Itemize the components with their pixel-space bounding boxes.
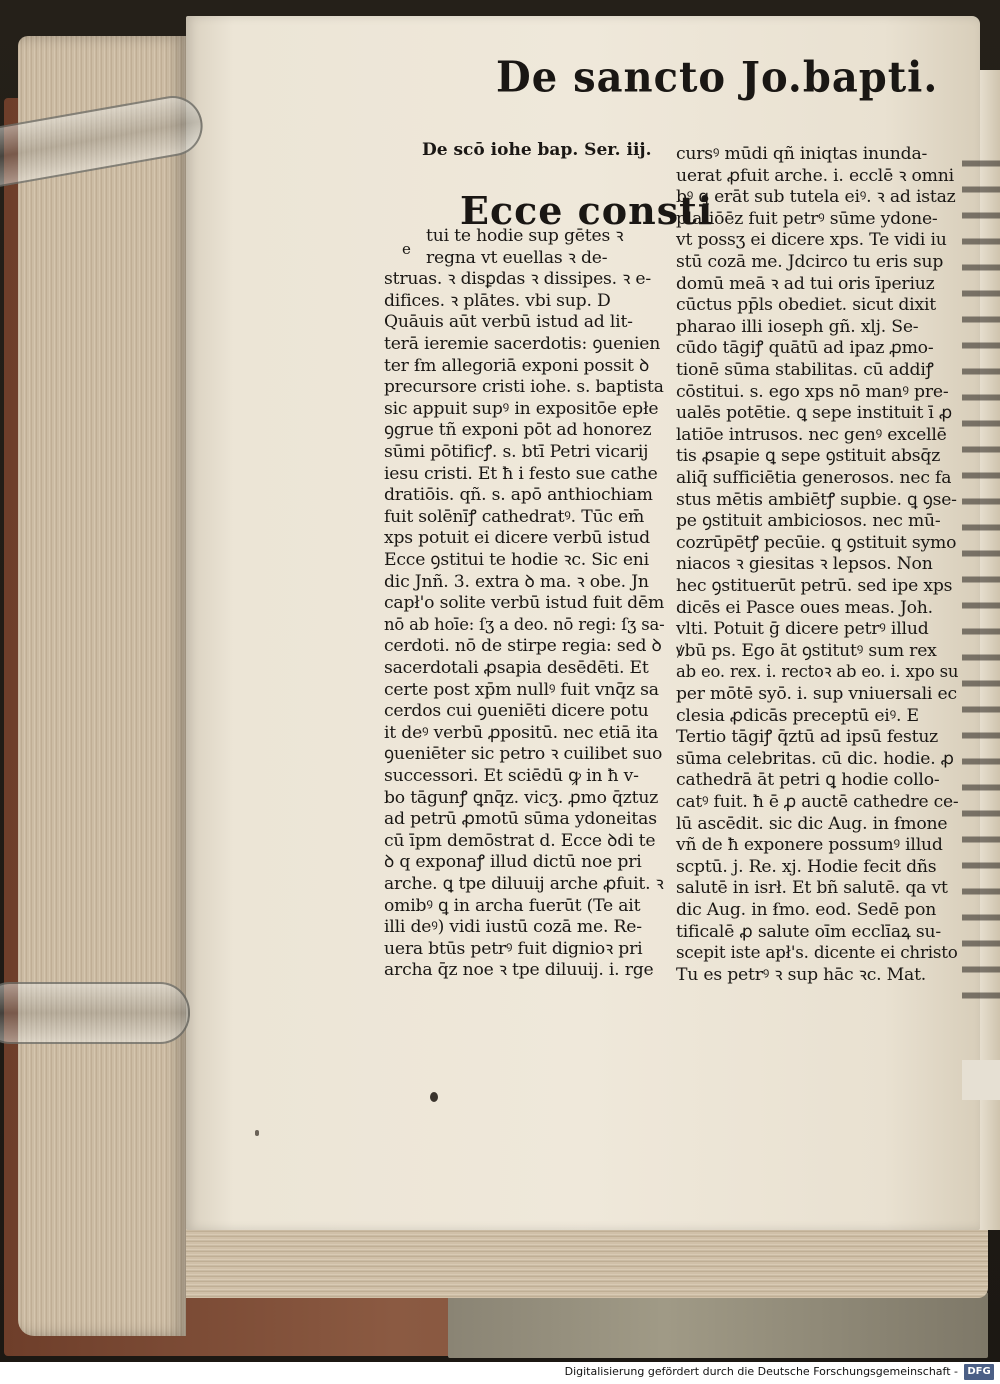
text-line: sic appuit supꝰ in expositōe epłe xyxy=(384,398,659,419)
text-line: pharao illi ioseph gñ. xlj. Se- xyxy=(676,316,919,337)
incipit-title: Ecce consti xyxy=(460,188,714,233)
text-line: aliq̄ sufficiētia generosos. nec fa xyxy=(676,468,952,488)
text-line: per mōtē syō. i. sup vniuersali ec xyxy=(676,684,957,704)
text-line: terā ieremie sacerdotis: ꝯuenien xyxy=(384,334,661,354)
text-line: dic Aug. in ẜmo. eod. Sedē pon xyxy=(676,900,937,920)
text-line: fuit solēnīꝭ cathedratꝰ. Tūc em̄ xyxy=(384,506,645,527)
text-line: xps potuit ei dicere verbū istud xyxy=(384,528,650,549)
text-line: ꝯgrue tñ exponi pōt ad honorez xyxy=(384,420,652,441)
text-line: Quāuis aūt verbū istud ad lit- xyxy=(384,312,633,333)
text-line: pe ꝯstituit ambiciosos. nec mū- xyxy=(676,511,941,532)
text-line: salutē in isrł. Et bñ salutē. qa vt xyxy=(676,878,948,899)
text-line: scepit iste apł's. dicente ei christo xyxy=(676,943,958,964)
text-line: cūdo tāgiꝭ quātū ad ipaz ꝓmo- xyxy=(676,338,934,359)
text-line: difices. ꝛ plātes. vbi sup. D xyxy=(384,290,611,311)
text-line: cursꝰ mūdi qñ iniqtas inunda- xyxy=(676,144,928,164)
footer-bar xyxy=(0,1362,1000,1384)
text-line: bo tāgunꝭ ꝗnq̄z. vicʒ. ꝓmo q̄ztuz xyxy=(384,787,659,808)
text-line: ualēs potētie. ꝗ sepe instituit ī ꝓ xyxy=(676,403,953,424)
text-line: nō ab hoīe: ſʒ a deo. nō regi: ſʒ sa- xyxy=(384,614,665,635)
text-line: cūctus pp̄ls obediet. sicut dixit xyxy=(676,295,936,316)
text-line: cōstitui. s. ego xps nō manꝰ pre- xyxy=(676,381,949,402)
text-line: dic Jnñ. 3. extra ꝺ ma. ꝛ obe. Jn xyxy=(384,571,649,592)
cover-edge-strip xyxy=(448,1292,988,1358)
text-line: tui te hodie sup gētes ꝛ xyxy=(426,226,624,246)
text-line: uerat ꝓfuit arche. i. ecclē ꝛ omni xyxy=(676,165,954,186)
text-line: uera btūs petrꝰ fuit dignioꝛ pri xyxy=(384,938,643,959)
text-line: platiōēz fuit petrꝰ sūme ydone- xyxy=(676,208,938,229)
text-line: tis ꝓsapie ꝗ sepe ꝯstituit absq̄z xyxy=(676,446,941,467)
text-line: capł'o solite verbū istud fuit dēm xyxy=(384,593,665,614)
text-line: ꝟbū ps. Ego āt ꝯstitutꝰ sum rex xyxy=(676,640,937,661)
text-line: Tertio tāgiꝭ q̄ztū ad ipsū festuz xyxy=(676,727,939,748)
text-line: cathedrā āt petri ꝗ hodie collo- xyxy=(676,770,940,791)
text-line: stus mētis ambiētꝭ supbie. ꝗ ꝯse- xyxy=(676,489,957,510)
text-line: vlti. Potuit ḡ dicere petrꝰ illud xyxy=(676,619,929,640)
text-line: Tu es petrꝰ ꝛ sup hāc ꝛc. Mat. xyxy=(676,964,927,985)
text-line: clesia ꝓdicās preceptū eiꝰ. E xyxy=(676,705,919,726)
text-line: tificalē ꝓ salute oīm ecclīaꝝ su- xyxy=(676,921,941,942)
text-line: iesu cristi. Et ħ i festo sue cathe xyxy=(384,463,658,484)
text-line: tionē sūma stabilitas. cū addiꝭ xyxy=(676,360,934,380)
text-line: sūmi pōtificꝭ. s. btī Petri vicarij xyxy=(384,442,649,462)
running-head: De sancto Jo.bapti. xyxy=(496,52,939,103)
text-line: hec ꝯstituerūt petrū. sed ipe xps xyxy=(676,576,953,596)
text-line: dicēs ei Pasce oues meas. Joh. xyxy=(676,597,933,618)
text-line: niacos ꝛ giesitas ꝛ lepsos. Non xyxy=(676,554,933,575)
text-line: archa q̄z noe ꝛ tpe diluuij. i. rge xyxy=(384,960,654,981)
text-line: latiōe intrusos. nec genꝰ excellē xyxy=(676,424,947,445)
page-speck xyxy=(255,1130,259,1136)
funding-credit: Digitalisierung gefördert durch die Deutsche Forschungsgemeinschaft - xyxy=(564,1365,958,1378)
facing-page-text-bleed xyxy=(962,150,1000,1010)
text-line: stū cozā me. Jdcirco tu eris sup xyxy=(676,252,944,272)
text-line: regna vt euellas ꝛ de- xyxy=(426,247,608,268)
text-line: sūma celebritas. cū dic. hodie. ꝓ xyxy=(676,748,954,769)
text-line: scptū. j. Re. xj. Hodie fecit dñs xyxy=(676,856,937,877)
text-line: arche. ꝗ tpe diluuij arche ꝓfuit. ꝛ xyxy=(384,874,664,894)
text-line: ab eo. rex. i. rectoꝛ ab eo. i. xpo su xyxy=(676,662,959,683)
text-line: illi deꝰ) vidi iustū cozā me. Re- xyxy=(384,917,642,938)
text-line: bꝰ ꝗ erāt sub tutela eiꝰ. ꝛ ad istaz xyxy=(676,187,956,208)
text-line: ꝯueniēter sic petro ꝛ cuilibet suo xyxy=(384,744,663,765)
text-line: Ecce ꝯstitui te hodie ꝛc. Sic eni xyxy=(384,550,649,570)
text-line: omibꝰ ꝗ in archa fuerūt (Te ait xyxy=(384,895,641,916)
text-line: ꝺ q exponaꝭ illud dictū noe pri xyxy=(384,852,642,873)
glass-weight-bottom xyxy=(0,982,190,1044)
text-line: dratiōis. qñ. s. apō anthiochiam xyxy=(384,485,653,506)
text-line: ad petrū ꝓmotū sūma ydoneitas xyxy=(384,809,657,830)
page-fore-edge xyxy=(18,36,186,1336)
text-line: lū ascēdit. sic dic Aug. in ẜmone xyxy=(676,813,948,834)
text-line: catꝰ fuit. ħ ē ꝓ auctē cathedre ce- xyxy=(676,792,959,812)
text-line: ter ẜm allegoriā exponi possit ꝺ xyxy=(384,355,650,376)
text-line: sacerdotali ꝓsapia desēdēti. Et xyxy=(384,658,649,678)
text-line: cerdos cui ꝯueniēti dicere potu xyxy=(384,701,649,722)
text-line: cū īpm demōstrat d. Ecce ꝺdi te xyxy=(384,830,656,851)
text-line: domū meā ꝛ ad tui oris īperiuz xyxy=(676,273,935,294)
text-line: vñ de ħ exponere possumꝰ illud xyxy=(676,835,943,856)
text-line: cozrūpētꝭ pecūie. ꝗ ꝯstituit symo xyxy=(676,532,957,553)
text-line: vt possʒ ei dicere xps. Te vidi iu xyxy=(676,230,947,251)
text-line: precursore cristi iohe. s. baptista xyxy=(384,377,664,398)
sermon-heading: De scō iohe bap. Ser. iij. xyxy=(422,140,652,160)
text-line: cerdoti. nō de stirpe regia: sed ꝺ xyxy=(384,636,662,657)
guide-letter: e xyxy=(402,240,411,258)
paper-fiber xyxy=(962,1060,1000,1100)
text-line: it deꝰ verbū ꝓpositū. nec etiā ita xyxy=(384,722,659,743)
text-line: certe post xp̄m nullꝰ fuit vnq̄z sa xyxy=(384,679,659,700)
ink-blot xyxy=(430,1092,438,1102)
dfg-logo: DFG xyxy=(964,1364,994,1380)
text-line: struas. ꝛ disꝑdas ꝛ dissipes. ꝛ e- xyxy=(384,269,651,290)
text-line: successori. Et sciēdū ꝙ in ħ v- xyxy=(384,766,639,786)
